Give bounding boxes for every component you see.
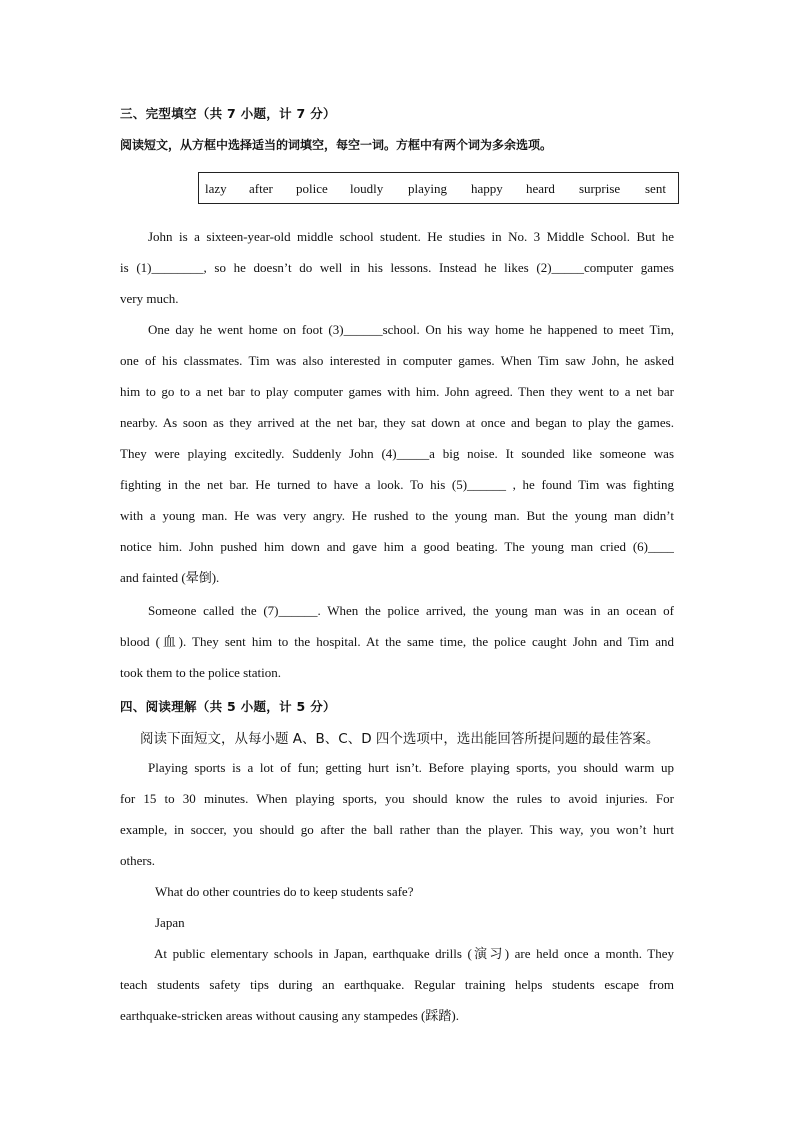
reading-paragraph-1: [120, 752, 674, 876]
text-line: is (1)________, so he doesn’t do well in his lessons. Instead he likes (2)_____computer games: [120, 260, 674, 275]
word-box: [198, 172, 679, 204]
text-line: him to go to a net bar to play computer games with him. John agreed. Then they went to a net bar: [120, 384, 674, 399]
text-line: one of his classmates. Tim was also interested in computer games. When Tim saw John, he asked: [120, 353, 674, 368]
section4-heading: 四、阅读理解（共 5 小题，计 5 分）: [120, 699, 336, 714]
text-line: fighting in the net bar. He turned to have a look. To his (5)______ , he found Tim was fighting: [120, 477, 674, 492]
reading-country-label: Japan: [155, 915, 185, 930]
text-line: very much.: [120, 291, 179, 306]
section3-instruction: 阅读短文，从方框中选择适当的词填空，每空一词。方框中有两个词为多余选项。: [120, 138, 553, 152]
text-line: with a young man. He was very angry. He rushed to the young man. But the young man didn’t: [120, 508, 674, 523]
word-option: happy: [471, 181, 503, 196]
text-line: Someone called the (7)______. When the police arrived, the young man was in an ocean of: [148, 603, 674, 618]
text-line: One day he went home on foot (3)______school. On his way home he happened to meet Tim,: [148, 322, 674, 337]
cloze-paragraph-1: [120, 221, 674, 314]
word-option: playing: [408, 181, 447, 196]
text-line: They were playing excitedly. Suddenly John (4)_____a big noise. It sounded like someone was: [120, 446, 674, 461]
word-option: surprise: [579, 181, 621, 196]
reading-subheading-question: What do other countries do to keep students safe?: [155, 884, 414, 899]
text-line: John is a sixteen-year-old middle school student. He studies in No. 3 Middle School. But he: [148, 229, 674, 244]
text-line: others.: [120, 853, 156, 868]
cloze-paragraph-2: [120, 314, 674, 593]
text-line: At public elementary schools in Japan, earthquake drills (演习) are held once a month. They: [154, 946, 674, 961]
text-line: for 15 to 30 minutes. When playing sports, you should know the rules to avoid injuries. For: [120, 791, 674, 806]
text-line: took them to the police station.: [120, 665, 282, 680]
text-line: Playing sports is a lot of fun; getting hurt isn’t. Before playing sports, you should warm up: [148, 760, 674, 775]
section4-instruction: 阅读下面短文，从每小题 A、B、C、D 四个选项中，选出能回答所提问题的最佳答案。: [140, 731, 660, 747]
section3-heading: 三、完型填空（共 7 小题，计 7 分）: [120, 106, 336, 121]
text-line: earthquake-stricken areas without causing any stampedes (踩踏).: [120, 1008, 459, 1023]
cloze-paragraph-3: [120, 595, 674, 688]
word-option: heard: [526, 181, 555, 196]
word-option: lazy: [205, 181, 227, 196]
text-line: blood (血). They sent him to the hospital. At the same time, the police caught John and Tim and: [120, 634, 674, 649]
word-option: sent: [645, 181, 666, 196]
text-line: notice him. John pushed him down and gave him a good beating. The young man cried (6)____: [120, 539, 674, 554]
text-line: example, in soccer, you should go after the ball rather than the player. This way, you won’t hurt: [120, 822, 674, 837]
text-line: nearby. As soon as they arrived at the net bar, they sat down at once and began to play the games.: [120, 415, 674, 430]
reading-paragraph-2: [120, 938, 674, 1031]
word-option: loudly: [350, 181, 384, 196]
word-option: police: [296, 181, 328, 196]
text-line: teach students safety tips during an earthquake. Regular training helps students escape from: [120, 977, 674, 992]
word-option: after: [249, 181, 273, 196]
text-line: and fainted (晕倒).: [120, 570, 220, 585]
